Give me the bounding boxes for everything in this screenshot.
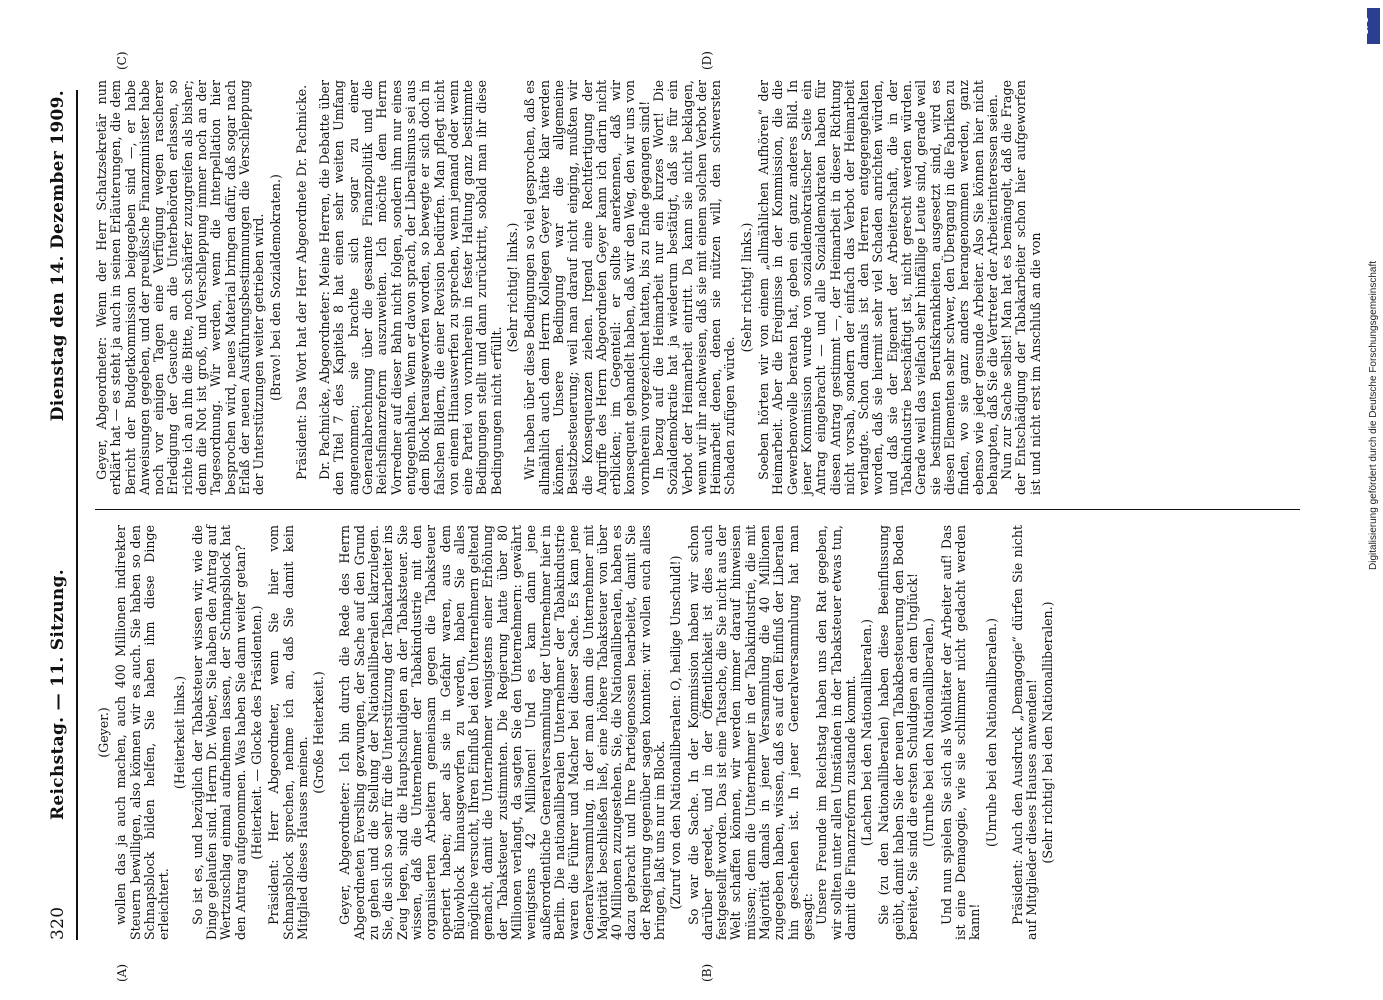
paragraph: Und nun spielen Sie sich als Wohltäter der Arbeiter auf! Das ist eine Demagogie, wie sie schlimmer nicht gedacht werden kann! <box>938 525 983 940</box>
digitization-note <box>1366 10 1382 570</box>
dfg-logo <box>1360 8 1380 44</box>
header-right-title: Dienstag den 14. Dezember 1909. <box>48 90 68 422</box>
page-header <box>48 90 74 940</box>
paragraph: In bezug auf die Heimarbeit nur ein kurzes Wort! Die Sozialdemokratie hat ja wiederum bestätigt, daß sie für ein Verbot der Heimarbeit eintritt. Da kann sie nicht beklagen, wenn wir ihr nachweisen, daß sie mit einem solchen Verbot der Heimarbeit denen, denen sie nützen will, den schwersten Schaden zufügen würde. <box>650 80 738 495</box>
interjection: (Zuruf von den Nationalliberalen: O, heilige Unschuld!) <box>668 555 684 910</box>
paragraph: Geyer, Abgeordneter: Wenn der Herr Schatzsekretär nun erklärt hat — es steht ja auch in seinen Erläuterungen, die dem Bericht der Budgetkommission beigegeben sind —, er habe Anweisungen gegeben, und der preußische Finanzminister habe noch vor einigen Tagen eine Verfügung wegen rascherer Erledigung der Gesuche an die Unterbehörden erlassen, so richte ich an ihn die Bitte, noch schärfer zuzugreifen als bisher; denn die Not ist groß, und Verschleppung immer noch an der Tagesordnung. Wir werden, wenn die Interpellation hier besprochen wird, neues Material bringen dafür, daß sogar nach Erlaß der neuen Ausführungsbestimmungen die Verschleppung der Unterstützungen weiter getrieben wird. <box>94 80 267 495</box>
paragraph: Nun zur Sache selbst! Man hat es bemängelt, daß die Frage der Entschädigung der Tabakarbeiter schon hier aufgeworfen ist und nicht erst im Anschluß an die von <box>999 80 1043 495</box>
paragraph: Sie (zu den Nationalliberalen) haben diese Beeinflussung geübt, damit haben Sie der neuen Tabakbesteuerung den Boden bereitet, Sie sind die ersten Schuldigen an dem Unglück! <box>876 525 921 940</box>
paragraph: Wir haben über diese Bedingungen so viel gesprochen, daß es allmählich auch dem Herrn Kollegen Geyer hätte klar werden können. Unsere Bedingung war die allgemeine Besitzbesteuerung; weil man darauf nicht einging, mußten wir die Konsequenzen ziehen. Irgend eine Rechtfertigung der Angriffe des Herrn Abgeordneten Geyer kann ich darin nicht erblicken; im Gegenteil: er sollte anerkennen, daß wir konsequent gehandelt haben, daß wir den Weg, den wir uns von vornherein vorgezeichnet hatten, bis zu Ende gegangen sind! <box>522 80 652 495</box>
dfg-logo-text: DFG <box>1360 17 1370 34</box>
paragraph: So war die Sache. In der Kommission haben wir schon darüber geredet, und in der Öffentlichkeit ist dies auch festgestellt worden. Das ist eine Tatsache, die Sie nicht aus der Welt schaffen können, wir werden immer darauf hinweisen müssen; denn die Unternehmer in der Tabakindustrie, die mit Majorität damals in jener Versammlung die 40 Millionen zugegeben haben, wissen, daß es auf den Einfluß der Liberalen hin geschehen ist. In jener Generalversammlung hat man gesagt: <box>685 525 815 940</box>
left-column <box>95 525 1295 940</box>
interjection: (Sehr richtig! bei den Nationalliberalen.) <box>1040 601 1056 864</box>
interjection: (Heiterkeit links.) <box>172 675 188 790</box>
paragraph: Soeben hörten wir von einem „allmählichen Aufhören“ der Heimarbeit. Aber die Ereignisse in der Kommission, die die Gewerbenovelle beraten hat, geben ein ganz anderes Bild. In jener Kommission wurde von sozialdemokratischer Seite ein Antrag eingebracht — und alle Sozialdemokraten haben für diesen Antrag gestimmt —, der Heimarbeit in dieser Richtung nicht vorsah, sondern der einfach das Verbot der Heimarbeit verlangte. Schon damals ist den Herren entgegengehalten worden, daß sie hiermit sehr viel Schaden anrichten würden, und daß sie der Eigenart der Arbeiterschaft, die in der Tabakindustrie beschäftigt ist, nicht gerecht werden würden. Gerade weil das vielfach sehr hinfällige Leute sind, gerade weil sie bestimmten Berufskrankheiten ausgesetzt sind, wird es diesen Elementen sehr schwer, den Übergang in die Fabriken zu finden, wo sie ganz anders herangenommen werden, ganz ebenso wie jeder gesunde Arbeiter. Also Sie können hier nicht behaupten, daß Sie die Vertreter der Arbeiterinteressen seien. <box>756 80 1000 495</box>
interjection: (Geyer.) <box>96 707 111 758</box>
right-column <box>95 80 1295 495</box>
paragraph: Präsident: Herr Abgeordneter, wenn Sie hier vom Schnapsblock sprechen, nehme ich an, daß Sie damit kein Mitglied dieses Hauses meinen. <box>266 525 310 940</box>
column-divider <box>95 509 1300 510</box>
paragraph: So ist es, und bezüglich der Tabaksteuer wissen wir, wie die Dinge gelaufen sind. Herrn Dr. Weber, Sie haben den Antrag auf Wertzuschlag einmal aufnehmen lassen, der Schnapsblock hat den Antrag aufgenommen. Was haben Sie dann weiter getan? <box>189 525 248 940</box>
page-number: 320 <box>48 906 68 940</box>
header-left-title: Reichstag. — 11. Sitzung. <box>48 569 68 820</box>
interjection: (Große Heiterkeit.) <box>311 671 327 794</box>
header-rule <box>76 90 78 940</box>
paragraph: Präsident: Das Wort hat der Herr Abgeordnete Dr. Pachnicke. <box>293 84 309 480</box>
paragraph: Geyer, Abgeordneter: Ich bin durch die Rede des Herrn Abgeordneten Eversling gezwungen, der Sache auf den Grund zu gehen und die Stellung der Nationalliberalen klarzulegen. Sie, die sich so sehr für die Unterstützung der Tabakarbeiter ins Zeug legen, sind die Hauptschuldigen an der Tabaksteuer. Sie wissen, daß die Unternehmer der Tabakindustrie mit den organisierten Arbeitern gemeinsam gegen die Tabaksteuer operiert haben; aber als sie in Gefahr waren, aus dem Bülowblock hinausgeworfen zu werden, haben Sie alles mögliche versucht, Ihren Einfluß bei den Unternehmern geltend gemacht, damit die Unternehmer wenigstens einer Erhöhung der Tabaksteuer zustimmten. Die Regierung hatte über 80 Millionen verlangt, da sagten Sie den Unternehmern: gewährt wenigstens 42 Millionen! Und es kam dann jene außerordentliche Generalversammlung der Unternehmer hier in Berlin. Die nationalliberalen Unternehmer der Tabakindustrie waren die Führer und Macher bei dieser Sache. Es kam jene Generalversammlung, in der man dann die Unternehmer mit Majorität beschließen ließ, eine höhere Tabaksteuer von über 40 Millionen zuzugestehen. Sie, die Nationalliberalen, haben es dazu gebracht und Ihre Parteigenossen bearbeitet, damit Sie der Regierung gegenüber sagen konnten: wir wollen euch alles bringen, laßt uns nur im Block. <box>337 525 667 940</box>
paragraph: Dr. Pachnicke, Abgeordneter: Meine Herren, die Debatte über den Titel 7 des Kapitels 8 hat einen sehr weiten Umfang angenommen; sie brachte sich sogar zu einer Generalabrechnung über die gesamte Finanzpolitik und die Reichsfinanzreform auszuweiten. Ich möchte dem Herrn Vorredner auf dieser Bahn nicht folgen, sondern ihm nur eines entgegenhalten. Wenn er davon sprach, der Liberalismus sei aus dem Block herausgeworfen worden, so bewegte er sich doch in falschen Bildern, die einer Revision bedürfen. Man pflegt nicht von einem Hinauswerfen zu sprechen, wenn jemand oder wenn eine Partei von vornherein in fester Haltung ganz bestimmte Bedingungen stellt und dann zurücktritt, sobald man ihr diese Bedingungen nicht erfüllt. <box>317 80 504 495</box>
margin-marker-a: (A) <box>115 963 129 982</box>
paragraph: Präsident: Auch den Ausdruck „Demagogie“ dürfen Sie nicht auf Mitglieder dieses Hauses anwenden! <box>1009 525 1040 940</box>
paragraph: wollen das ja auch machen, auch 400 Millionen indirekter Steuern bewilligen, also können wir es auch. Sie haben so den Schnapsblock bilden helfen, Sie haben ihm diese Dinge erleichtert. <box>113 525 172 940</box>
margin-marker-d: (D) <box>700 51 714 70</box>
margin-marker-c: (C) <box>115 51 129 70</box>
interjection: (Unruhe bei den Nationalliberalen.) <box>983 618 999 847</box>
interjection: (Sehr richtig! links.) <box>738 222 754 353</box>
interjection: (Lachen bei den Nationalliberalen.) <box>859 618 875 847</box>
interjection: (Bravo! bei den Sozialdemokraten.) <box>267 174 283 401</box>
margin-marker-b: (B) <box>700 963 714 982</box>
interjection: (Sehr richtig! links.) <box>505 222 521 353</box>
interjection: (Unruhe bei den Nationalliberalen.) <box>921 618 937 847</box>
interjection: (Heiterkeit. — Glocke des Präsidenten.) <box>248 605 264 860</box>
digitization-note-text: Digitalisierung gefördert durch die Deutsche Forschungsgemeinschaft <box>1368 260 1379 570</box>
paragraph: Unsere Freunde im Reichstag haben uns den Rat gegeben, wir sollten unter allen Umständen in der Tabaksteuer etwas tun, damit die Finanzreform zustande kommt. <box>814 525 858 940</box>
